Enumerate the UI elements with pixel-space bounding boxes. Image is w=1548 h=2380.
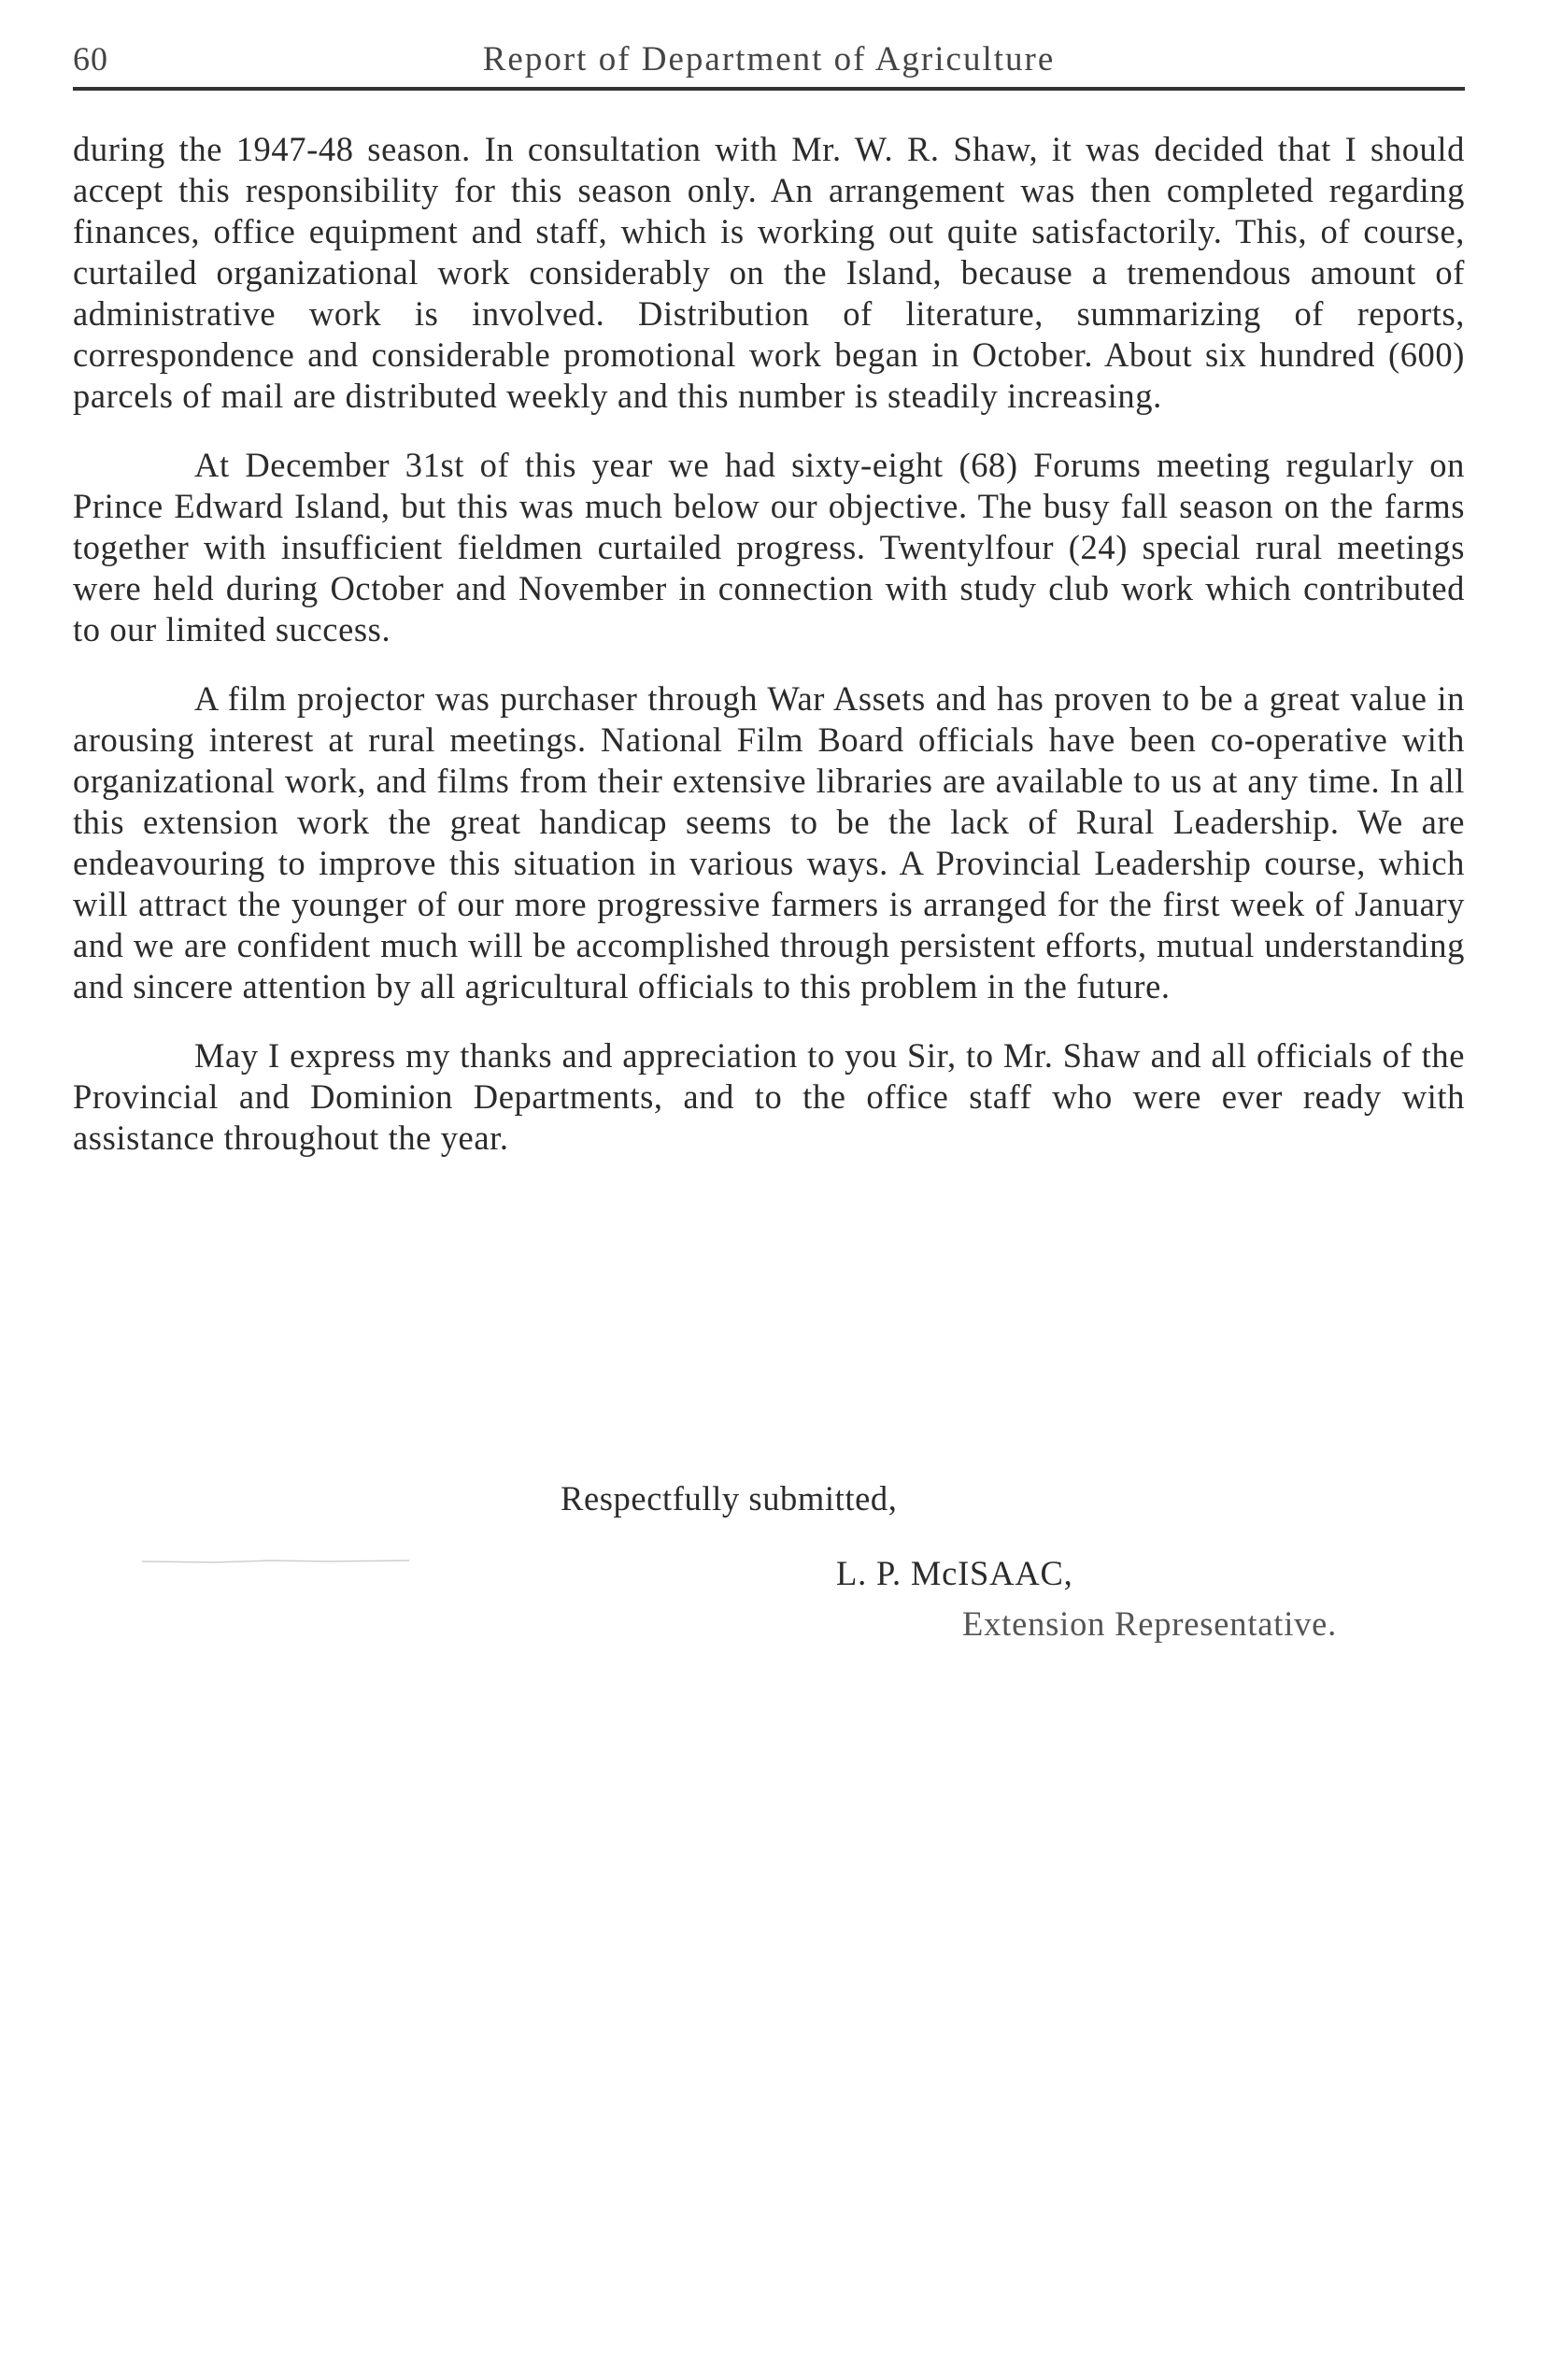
paragraph-2: At December 31st of this year we had sixty-eight (68) Forums meeting regularly on Prince Edward Island, but this was much below our objective. The busy fall season on the farms together with insufficient fieldmen curtailed progress. Twentylfour (24) special rural meetings were held during October and November in connection with study club work which contributed to our limited success. — [73, 446, 1465, 648]
body-text — [73, 129, 1465, 1187]
header-rule — [73, 87, 1465, 91]
page-header — [73, 28, 1465, 84]
signer-name: L. P. McISAAC, — [836, 1554, 1073, 1592]
faint-signature-line — [140, 1556, 411, 1565]
page-number: 60 — [73, 40, 108, 78]
paragraph-1: during the 1947-48 season. In consultation with Mr. W. R. Shaw, it was decided that I should accept this responsibility for this season only. An arrangement was then completed regarding finances, office equipment and staff, which is working out quite satisfactorily. This, of course, curtailed organizational work considerably on the Island, because a tremendous amount of administrative work is involved. Distribution of literature, summarizing of reports, correspondence and considerable promotional work began in October. About six hundred (600) parcels of mail are distributed weekly and this number is steadily increasing. — [73, 130, 1465, 415]
paragraph-3: A film projector was purchaser through War Assets and has proven to be a great value in arousing interest at rural meetings. National Film Board officials have been co-operative with organizational work, and films from their extensive libraries are available to us at any time. In all this extension work the great handicap seems to be the lack of Rural Leadership. We are endeavouring to improve this situation in various ways. A Provincial Leadership course, which will attract the younger of our more progressive farmers is arranged for the first week of January and we are confident much will be accomplished through persistent efforts, mutual understanding and sincere attention by all agricultural officials to this problem in the future. — [73, 679, 1465, 1005]
closing-line: Respectfully submitted, — [561, 1479, 898, 1518]
paragraph-4: May I express my thanks and appreciation to you Sir, to Mr. Shaw and all officials of the Provincial and Dominion Departments, and to the office staff who were ever ready with assistance throughout the year. — [73, 1036, 1465, 1157]
signer-title: Extension Representative. — [962, 1604, 1338, 1643]
running-title: Report of Department of Agriculture — [482, 40, 1056, 78]
